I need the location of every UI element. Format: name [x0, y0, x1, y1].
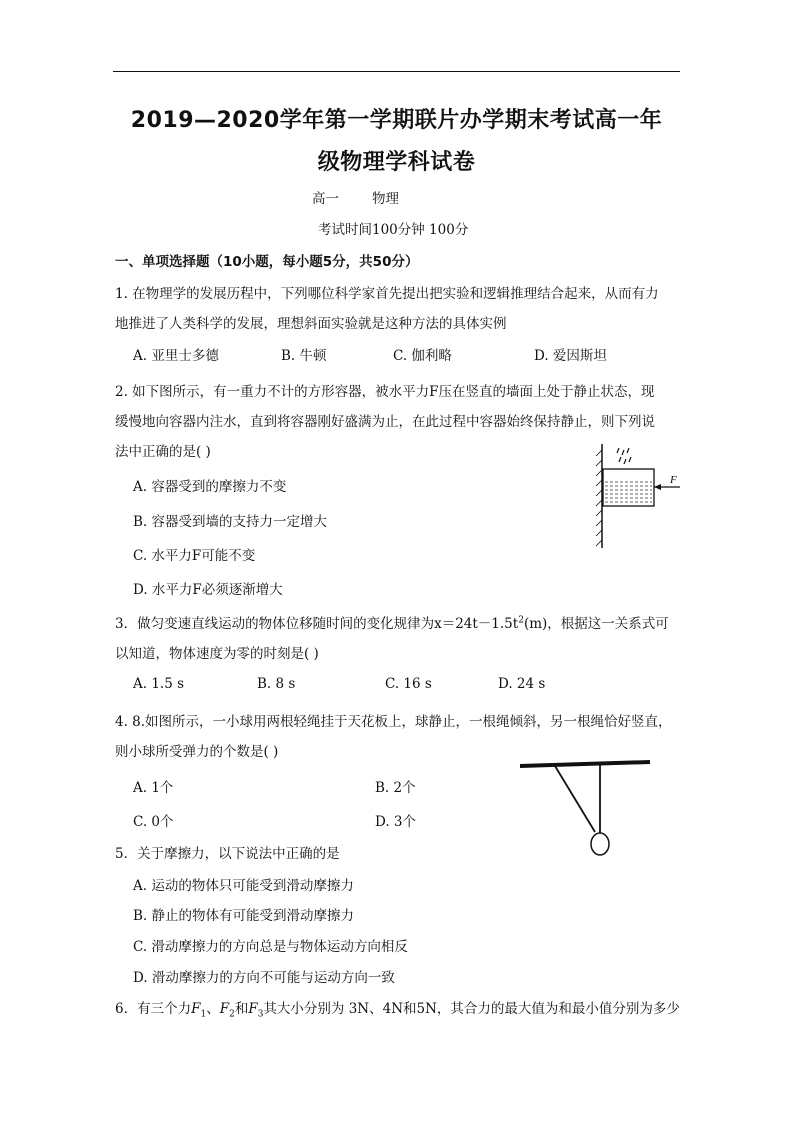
q1-option-d: D. 爱因斯坦 — [534, 348, 607, 364]
exam-info: 考试时间100分钟 100分 — [318, 222, 469, 238]
q1-option-a: A. 亚里士多德 — [133, 348, 219, 364]
page-title-line2: 级物理学科试卷 — [317, 150, 476, 175]
q6-sep2: 和 — [234, 1001, 249, 1017]
q6-pre: 6．有三个力 — [115, 1001, 192, 1017]
q2-stem-line3: 法中正确的是( ) — [115, 444, 211, 460]
q4-option-c: C. 0个 — [133, 814, 174, 830]
q3-stem-line1-pre: 3．做匀变速直线运动的物体位移随时间的变化规律为x＝24t－1.5t — [115, 616, 519, 632]
q6-f3: F — [248, 1001, 258, 1017]
page-title-line1: 2019—2020学年第一学期联片办学期末考试高一年 — [130, 108, 663, 133]
q4-stem-line1: 4. 8.如图所示，一小球用两根轻绳挂于天花板上，球静止，一根绳倾斜，另一根绳恰好竖直， — [115, 714, 672, 730]
q6-f3-sub: 3 — [257, 1009, 264, 1020]
q5-option-d: D. 滑动摩擦力的方向不可能与运动方向一致 — [133, 970, 395, 986]
container-wall-figure — [592, 440, 687, 552]
q6-stem-line1 — [115, 997, 680, 1020]
q1-stem-line2: 地推进了人类科学的发展，理想斜面实验就是这种方法的具体实例 — [115, 316, 507, 332]
q6-sep1: 、 — [206, 1001, 220, 1017]
subject-label: 物理 — [372, 191, 399, 207]
q5-stem: 5．关于摩擦力，以下说法中正确的是 — [115, 846, 340, 862]
q6-f2: F — [219, 1001, 230, 1017]
top-rule — [113, 71, 680, 72]
q3-stem-line1-post: (m)，根据这一关系式可 — [523, 616, 669, 632]
q2-option-b: B. 容器受到墙的支持力一定增大 — [133, 514, 328, 530]
grade-label: 高一 — [312, 191, 339, 207]
q5-option-a: A. 运动的物体只可能受到滑动摩擦力 — [133, 878, 354, 894]
q3-option-d: D. 24 s — [498, 676, 546, 692]
q6-f1: F — [191, 1001, 201, 1017]
q3-option-a: A. 1.5 s — [133, 676, 185, 692]
q4-option-b: B. 2个 — [375, 780, 416, 796]
q2-option-a: A. 容器受到的摩擦力不变 — [133, 479, 287, 495]
q2-option-d: D. 水平力F必须逐渐增大 — [133, 582, 283, 598]
q6-f1-sub: 1 — [200, 1009, 207, 1020]
q5-option-b: B. 静止的物体有可能受到滑动摩擦力 — [133, 908, 355, 924]
q3-option-b: B. 8 s — [257, 676, 296, 692]
force-label: F — [670, 474, 677, 486]
q1-option-c: C. 伽利略 — [393, 348, 452, 364]
q4-option-d: D. 3个 — [375, 814, 417, 830]
q4-stem-line2: 则小球所受弹力的个数是( ) — [115, 744, 279, 760]
q3-stem-line1 — [115, 612, 669, 632]
q1-stem-line1: 1. 在物理学的发展历程中，下列哪位科学家首先提出把实验和逻辑推理结合起来，从而有力 — [115, 286, 659, 302]
q3-exponent: 2 — [518, 615, 524, 626]
q2-option-c: C. 水平力F可能不变 — [133, 548, 256, 564]
q4-option-a: A. 1个 — [133, 780, 174, 796]
hanging-ball-figure — [515, 760, 655, 860]
q2-stem-line1: 2. 如下图所示，有一重力不计的方形容器，被水平力F压在竖直的墙面上处于静止状态，现 — [115, 384, 655, 400]
q3-option-c: C. 16 s — [385, 676, 432, 692]
section-heading: 一、单项选择题（10小题，每小题5分，共50分） — [115, 254, 419, 270]
q3-stem-line2: 以知道，物体速度为零的时刻是( ) — [115, 646, 319, 662]
q1-option-b: B. 牛顿 — [281, 348, 327, 364]
q2-stem-line2: 缓慢地向容器内注水，直到将容器刚好盛满为止，在此过程中容器始终保持静止，则下列说 — [115, 414, 655, 430]
q6-post: 其大小分别为 3N、4N和5N，其合力的最大值为和最小值分别为多少 — [263, 1001, 680, 1017]
q6-f2-sub: 2 — [229, 1009, 235, 1020]
q5-option-c: C. 滑动摩擦力的方向总是与物体运动方向相反 — [133, 939, 408, 955]
